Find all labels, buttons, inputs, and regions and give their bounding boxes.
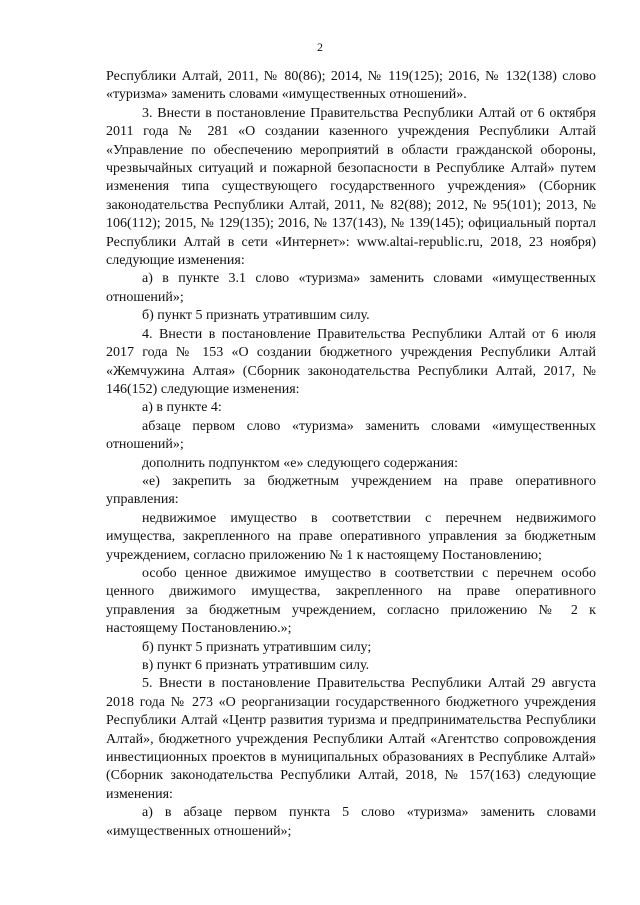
paragraph-item-3: 3. Внести в постановление Правительства Республики Алтай от 6 октября 2011 года № 281 «О создании казенного учреждения Республики Алтай «Управление по обеспечению мероприятий в области гражданской обороны, чрезвычайных ситуаций и пожарной безопасности в Республике Алтай» путем изменения типа существующего государственного учреждения» (Сборник законодательства Республики Алтай, 2011, № 82(88); 2012, № 95(101); 2013, № 106(112); 2015, № 129(135); 2016, № 137(143), № 139(145); официальный портал Республики Алтай в сети «Интернет»: www.altai-republic.ru, 2018, 23 ноября) следующие изменения: (106, 105, 596, 269)
page-number: 2 (317, 40, 323, 54)
paragraph-item-5a: а) в абзаце первом пункта 5 слово «туризма» заменить словами «имущественных отношений»; (106, 805, 596, 839)
paragraph-movable-property: особо ценное движимое имущество в соответствии с перечнем особо ценного движимого имущества, закрепленного на праве оперативного управления за бюджетным учреждением, согласно приложению № 2 к настоящему Постановлению.»; (106, 565, 596, 637)
paragraph-item-3a: а) в пункте 3.1 слово «туризма» заменить словами «имущественных отношений»; (106, 271, 596, 305)
paragraph-real-estate: недвижимое имущество в соответствии с перечнем недвижимого имущества, закрепленного на праве оперативного управления за бюджетным учреждением, согласно приложению № 1 к настоящему Постановлению; (106, 510, 596, 563)
paragraph-item-4b: б) пункт 5 признать утратившим силу; (142, 639, 372, 655)
paragraph-continuation: Республики Алтай, 2011, № 80(86); 2014, № 119(125); 2016, № 132(138) слово «туризма» заменить словами «имущественных отношений». (106, 69, 596, 103)
paragraph-item-4a-add-e: дополнить подпунктом «е» следующего содержания: (142, 455, 459, 471)
paragraph-item-4a-first-abzac: абзаце первом слово «туризма» заменить словами «имущественных отношений»; (106, 418, 596, 453)
paragraph-item-4a: а) в пункте 4: (142, 400, 222, 416)
document-body (106, 68, 596, 841)
paragraph-subitem-e: «е) закрепить за бюджетным учреждением на праве оперативного управления: (106, 473, 596, 508)
paragraph-item-3b: б) пункт 5 признать утратившим силу. (142, 308, 370, 324)
paragraph-item-4: 4. Внести в постановление Правительства Республики Алтай от 6 июля 2017 года № 153 «О создании бюджетного учреждения Республики Алтай «Жемчужина Алтая» (Сборник законодательства Республики Алтай, 2017, № 146(152) следующие изменения: (106, 326, 596, 397)
paragraph-item-4c: в) пункт 6 признать утратившим силу. (142, 658, 370, 673)
paragraph-item-5: 5. Внести в постановление Правительства Республики Алтай 29 августа 2018 года № 273 «О реорганизации государственного бюджетного учреждения Республики Алтай «Центр развития туризма и предпринимательства Республики Алтай», бюджетного учреждения Республики Алтай «Агентство сопровождения инвестиционных проектов в муниципальных образованиях в Республике Алтай» (Сборник законодательства Республики Алтай, 2018, № 157(163) следующие изменения: (106, 676, 596, 802)
